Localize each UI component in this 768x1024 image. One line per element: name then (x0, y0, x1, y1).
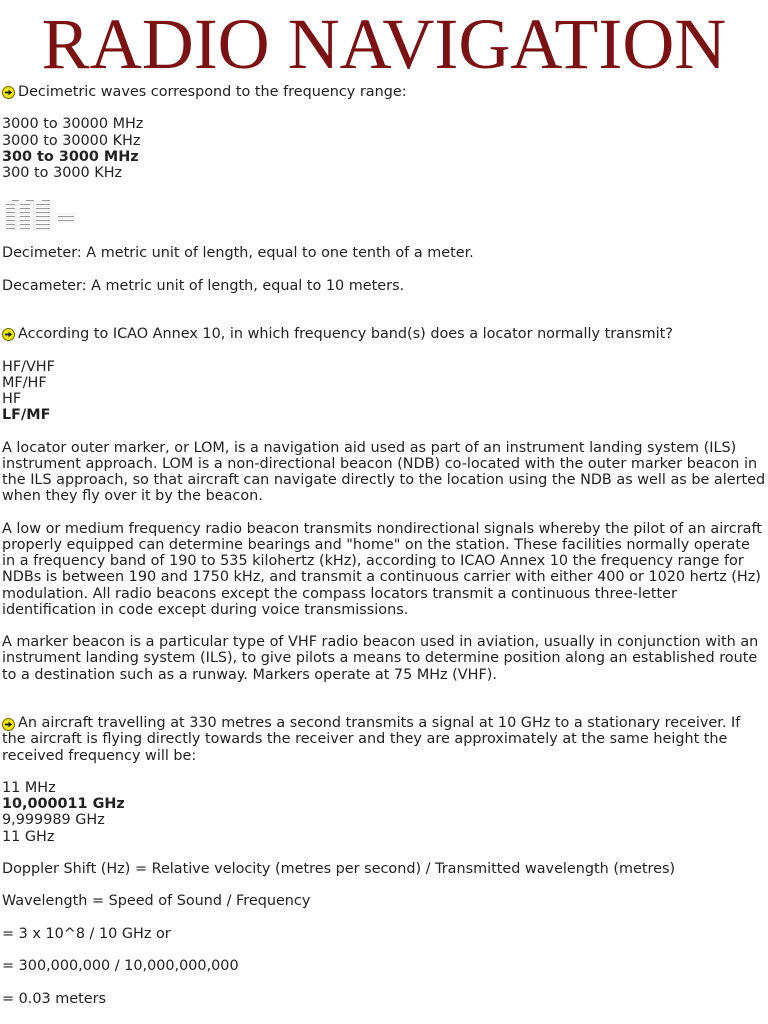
frequency-table-thumbnail (4, 199, 76, 231)
working-line: Wavelength = Speed of Sound / Frequency (2, 893, 311, 910)
page-title: RADIO NAVIGATION (41, 4, 727, 84)
option: 11 MHz (2, 779, 56, 796)
explanation-paragraph: A locator outer marker, or LOM, is a navigation aid used as part of an instrument landing system (ILS) instrument approach. LOM is a non-directional beacon (NDB) co-located with the outer marker beacon in the ILS approach, so that aircraft can navigate directly to the location using the NDB as well as be alerted when they fly over it by the beacon. (2, 439, 766, 505)
correct-option: LF/MF (2, 407, 51, 424)
option: HF/VHF (2, 358, 55, 375)
option: 9,999989 GHz (2, 812, 105, 829)
working-line: = 300,000,000 / 10,000,000,000 (2, 958, 239, 975)
question-3-text: An aircraft travelling at 330 metres a second transmits a signal at 10 GHz to a stationary receiver. If the aircraft is flying directly towards the receiver and they are approximately at the same height the received frequency will be: (2, 715, 741, 764)
explanation-paragraph: A low or medium frequency radio beacon transmits nondirectional signals whereby the pilot of an aircraft properly equipped can determine bearings and "home" on the station. These facilities normally operate in a frequency band of 190 to 535 kilohertz (kHz), according to ICAO Annex 10 the frequency range for NDBs is between 190 and 1750 kHz, and transmit a continuous carrier with either 400 or 1020 hertz (Hz) modulation. All radio beacons except the compass locators transmit a continuous three-letter identification in code except during voice transmissions. (2, 520, 762, 618)
definition-note: Decameter: A metric unit of length, equal to 10 meters. (2, 277, 405, 294)
arrow-bullet-icon (2, 718, 15, 731)
question-2 (2, 326, 766, 342)
option: MF/HF (2, 374, 47, 391)
arrow-bullet-icon (2, 86, 15, 99)
arrow-bullet-icon (2, 328, 15, 341)
working-line: = 0.03 meters (2, 990, 107, 1007)
question-1 (2, 84, 766, 100)
working-line: = 3 x 10^8 / 10 GHz or (2, 925, 171, 942)
question-3 (2, 715, 766, 764)
question-1-text: Decimetric waves correspond to the frequency range: (18, 84, 407, 100)
option: 3000 to 30000 MHz (2, 116, 144, 133)
explanation-paragraph: A marker beacon is a particular type of VHF radio beacon used in aviation, usually in conjunction with an instrument landing system (ILS), to give pilots a means to determine position along an established route to a destination such as a runway. Markers operate at 75 MHz (VHF). (2, 634, 759, 683)
definition-note: Decimeter: A metric unit of length, equal to one tenth of a meter. (2, 245, 474, 262)
option: 11 GHz (2, 828, 55, 845)
question-2-text: According to ICAO Annex 10, in which frequency band(s) does a locator normally transmit? (18, 326, 673, 343)
option: 3000 to 30000 KHz (2, 132, 141, 149)
document-body (2, 84, 766, 1007)
working-line: Doppler Shift (Hz) = Relative velocity (metres per second) / Transmitted wavelength (metres) (2, 860, 676, 877)
option: 300 to 3000 KHz (2, 165, 123, 181)
correct-option: 300 to 3000 MHz (2, 148, 139, 165)
option: HF (2, 391, 22, 408)
correct-option: 10,000011 GHz (2, 796, 125, 813)
